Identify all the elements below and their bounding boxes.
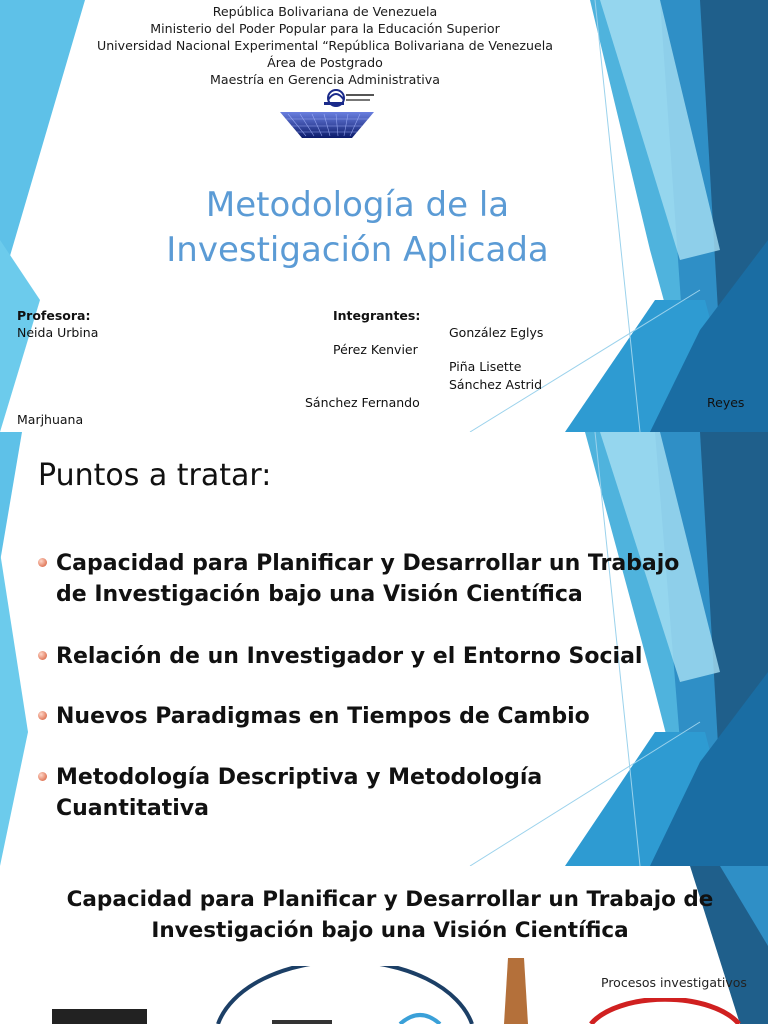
circle-diagram-image [210, 966, 480, 1024]
profesora-label: Profesora: [17, 308, 91, 323]
header-line-2: Ministerio del Poder Popular para la Educación Superior [150, 21, 500, 36]
bullet-icon [36, 701, 56, 732]
integrantes-label: Integrantes: [333, 308, 421, 323]
title-line-2: Investigación Aplicada [166, 230, 549, 270]
agenda-item [36, 762, 696, 824]
red-circle-image [585, 998, 745, 1024]
agenda-item [36, 641, 696, 672]
agenda-item-text: Metodología Descriptiva y Metodología Cuantitativa [56, 765, 543, 821]
header-line-1: República Bolivariana de Venezuela [212, 4, 438, 19]
slide-title-line-2: Investigación bajo una Visión Científica [151, 918, 629, 943]
slide-title [0, 0, 768, 432]
slide-title-line-1: Capacidad para Planificar y Desarrollar un Trabajo de [66, 887, 714, 912]
slide-capacidad [0, 866, 768, 1024]
bullet-icon [36, 548, 56, 610]
header-line-4: Área de Postgrado [267, 55, 383, 70]
agenda-item-text: Capacidad para Planificar y Desarrollar un Trabajo de Investigación bajo una Visión Científica [56, 551, 680, 607]
member-name: González Eglys [449, 325, 544, 340]
member-name: Marjhuana [17, 412, 84, 427]
agenda-item [36, 548, 696, 610]
member-name: Piña Lisette [449, 359, 522, 374]
slide-agenda [0, 432, 768, 866]
member-name: Pérez Kenvier [333, 342, 418, 357]
member-name: Sánchez Astrid [449, 377, 543, 392]
agenda-title: Puntos a tratar: [38, 458, 272, 493]
profesora-name: Neida Urbina [17, 325, 99, 340]
agenda-item-text: Nuevos Paradigmas en Tiempos de Cambio [56, 704, 590, 729]
header-line-5: Maestría en Gerencia Administrativa [210, 72, 440, 87]
header-line-3: Universidad Nacional Experimental “República Bolivariana de Venezuela [96, 38, 553, 53]
agenda-item [36, 701, 696, 732]
university-logo [278, 88, 378, 140]
title-line-1: Metodología de la [205, 185, 510, 225]
left-triangle [0, 432, 22, 562]
member-name: Reyes [707, 395, 745, 410]
member-name: Sánchez Fernando [305, 395, 420, 410]
bullet-icon [36, 641, 56, 672]
bar-figure-image [500, 958, 540, 1024]
image-caption: Procesos investigativos [601, 975, 747, 990]
agenda-item-text: Relación de un Investigador y el Entorno Social [56, 644, 643, 669]
bullet-icon [36, 762, 56, 824]
gear-image [52, 1009, 147, 1024]
